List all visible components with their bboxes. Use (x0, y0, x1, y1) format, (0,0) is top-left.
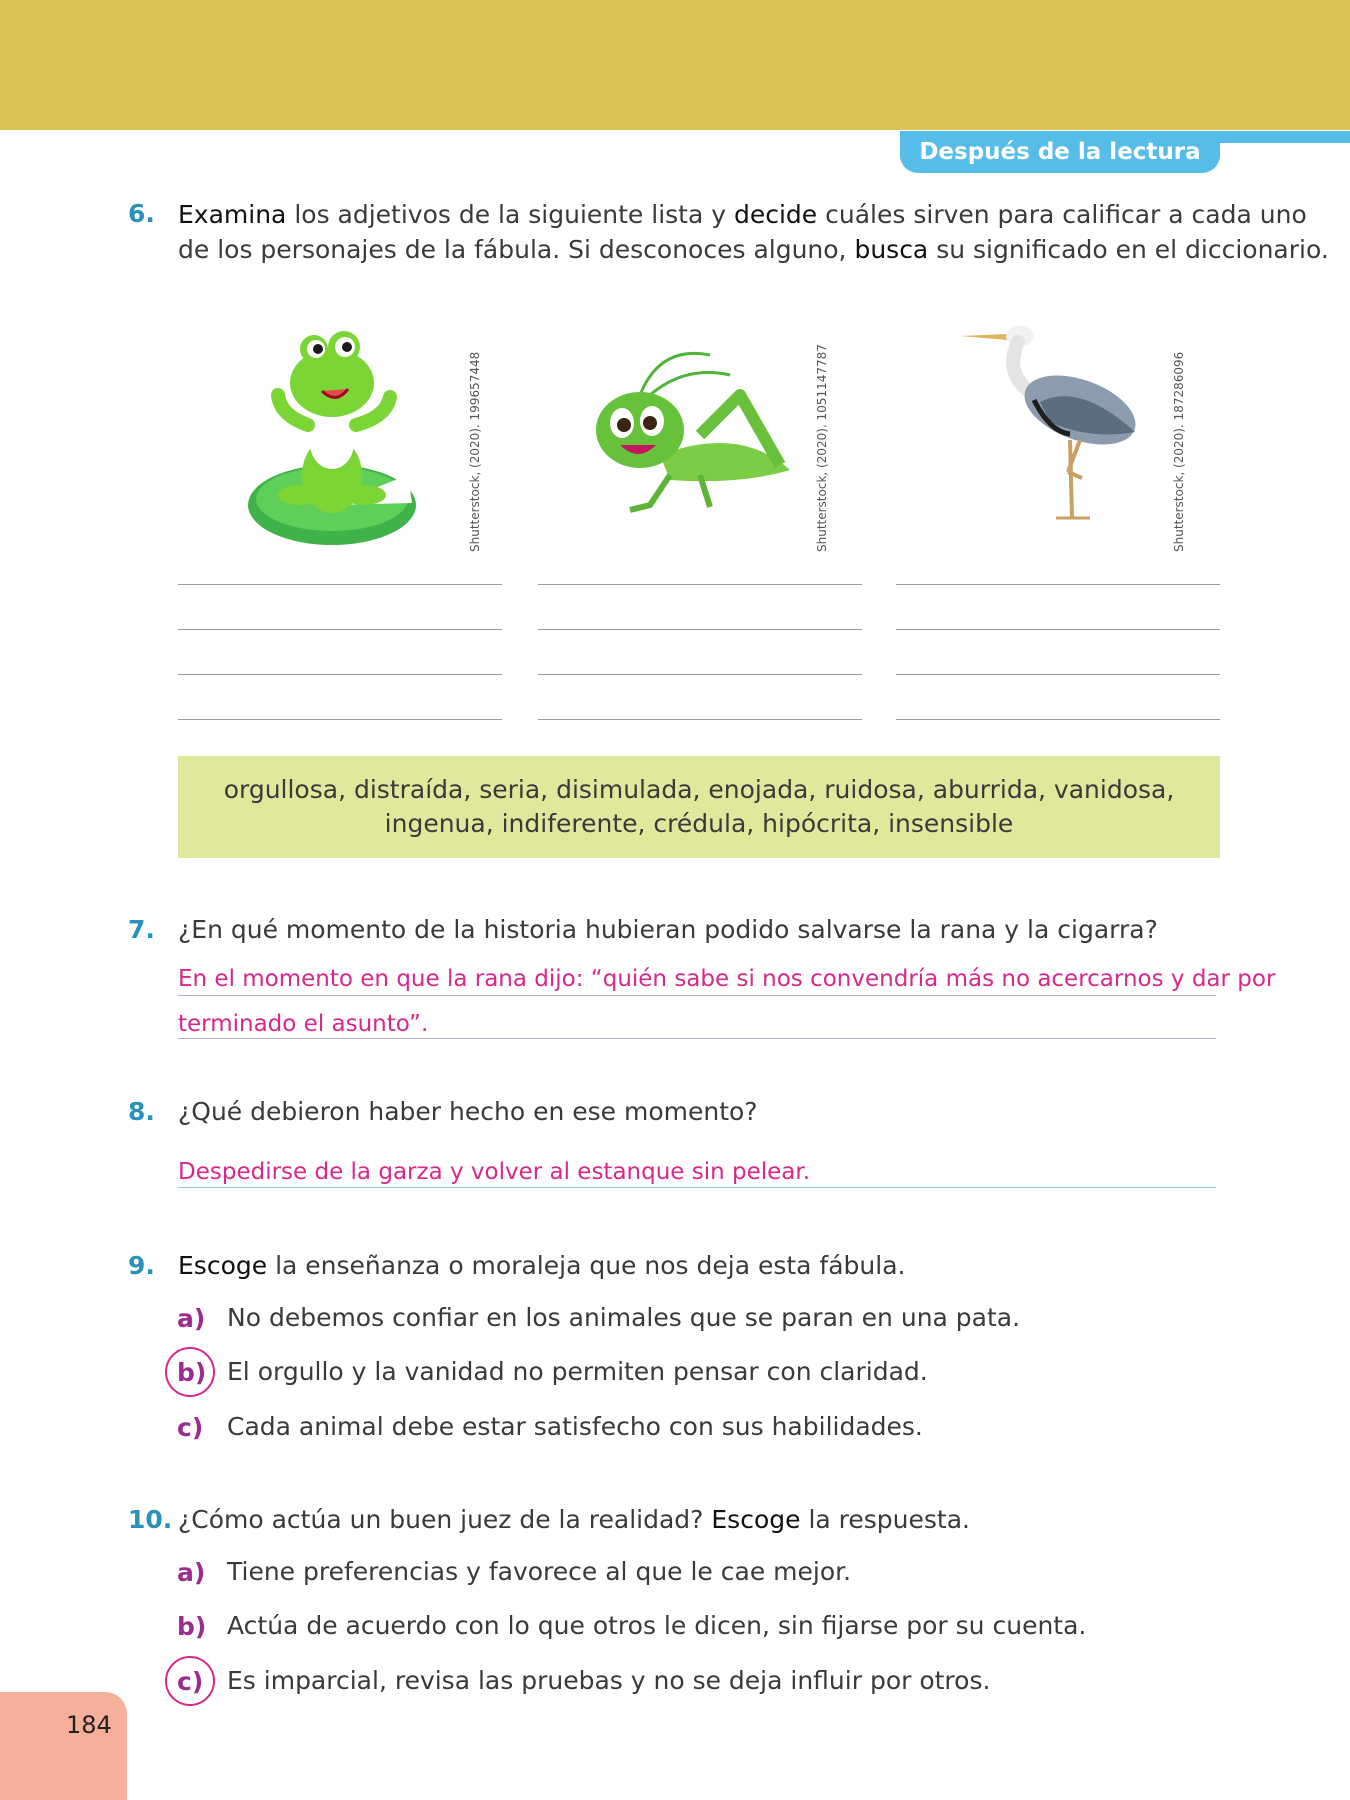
blank-line-heron-3[interactable] (896, 674, 1220, 675)
q10-option-b-text[interactable]: Actúa de acuerdo con lo que otros le dicen, sin fijarse por su cuenta. (227, 1611, 1087, 1640)
question-6-number: 6. (128, 199, 155, 228)
word-list-line-2: ingenua, indiferente, crédula, hipócrita, insensible (384, 809, 1014, 838)
q6-text-part3: de los personajes de la fábula. Si desconoces alguno, (178, 235, 855, 264)
blank-line-grasshopper-1[interactable] (538, 584, 862, 585)
q10-option-c-text[interactable]: Es imparcial, revisa las pruebas y no se deja influir por otros. (227, 1666, 991, 1695)
header-band (0, 0, 1350, 130)
photo-credit-heron: Shutterstock, (2020). 187286096 (1172, 351, 1186, 552)
photo-credit-grasshopper: Shutterstock, (2020). 1051147787 (815, 344, 829, 552)
word-list-line-1: orgullosa, distraída, seria, disimulada, enojada, ruidosa, aburrida, vanidosa, (223, 775, 1175, 804)
keyword-examina: Examina (178, 200, 287, 229)
section-tab-tail (1218, 131, 1350, 143)
question-8-number: 8. (128, 1097, 155, 1126)
q10-option-c-letter[interactable]: c) (177, 1667, 204, 1696)
frog-icon (240, 325, 420, 545)
blank-line-heron-2[interactable] (896, 629, 1220, 630)
blank-line-frog-3[interactable] (178, 674, 502, 675)
q6-text-part4: su significado en el diccionario. (928, 235, 1329, 264)
keyword-escoge-10: Escoge (711, 1505, 801, 1534)
q10-option-b-letter[interactable]: b) (177, 1612, 207, 1641)
answer-7-rule-1 (178, 995, 1216, 996)
heron-icon (960, 322, 1150, 522)
question-8-text: ¿Qué debieron haber hecho en ese momento? (178, 1097, 758, 1126)
question-7-number: 7. (128, 915, 155, 944)
grasshopper-icon (590, 345, 800, 520)
q10-text-part2: la respuesta. (800, 1505, 970, 1534)
page-number: 184 (66, 1711, 112, 1739)
q9-option-c-text[interactable]: Cada animal debe estar satisfecho con sus habilidades. (227, 1412, 923, 1441)
question-9-text (178, 1248, 905, 1283)
keyword-escoge: Escoge (178, 1251, 268, 1280)
q9-option-c-letter[interactable]: c) (177, 1413, 204, 1442)
q9-option-a-letter[interactable]: a) (177, 1304, 206, 1333)
blank-line-frog-1[interactable] (178, 584, 502, 585)
question-9-number: 9. (128, 1251, 155, 1280)
q9-text-rest: la enseñanza o moraleja que nos deja esta fábula. (267, 1251, 906, 1280)
answer-8: Despedirse de la garza y volver al estanque sin pelear. (178, 1159, 811, 1185)
keyword-decide: decide (733, 200, 818, 229)
q6-text-part2: cuáles sirven para calificar a cada uno (817, 200, 1307, 229)
adjective-word-box (178, 756, 1220, 858)
q9-option-a-text[interactable]: No debemos confiar en los animales que se paran en una pata. (227, 1303, 1021, 1332)
blank-line-frog-2[interactable] (178, 629, 502, 630)
q6-text-part1: los adjetivos de la siguiente lista y (286, 200, 734, 229)
blank-line-grasshopper-3[interactable] (538, 674, 862, 675)
blank-line-grasshopper-2[interactable] (538, 629, 862, 630)
question-10-number: 10. (128, 1505, 173, 1534)
blank-line-frog-4[interactable] (178, 719, 502, 720)
photo-credit-frog: Shutterstock, (2020). 199657448 (468, 351, 482, 552)
answer-7-rule-2 (178, 1038, 1216, 1039)
blank-line-grasshopper-4[interactable] (538, 719, 862, 720)
keyword-busca: busca (854, 235, 929, 264)
answer-8-rule (178, 1187, 1216, 1188)
answer-7-line-2: terminado el asunto”. (178, 1011, 429, 1037)
question-6-text (178, 197, 1329, 267)
blank-line-heron-1[interactable] (896, 584, 1220, 585)
page-number-tab (0, 1692, 127, 1800)
q9-option-b-text[interactable]: El orgullo y la vanidad no permiten pensar con claridad. (227, 1357, 928, 1386)
q10-text-part1: ¿Cómo actúa un buen juez de la realidad? (178, 1505, 712, 1534)
q10-option-a-text[interactable]: Tiene preferencias y favorece al que le cae mejor. (227, 1557, 852, 1586)
q9-option-b-letter[interactable]: b) (177, 1358, 207, 1387)
section-tab: Después de la lectura (900, 131, 1220, 173)
answer-7-line-1: En el momento en que la rana dijo: “quién sabe si nos convendría más no acercarnos y dar por (178, 966, 1276, 992)
q10-option-a-letter[interactable]: a) (177, 1558, 206, 1587)
question-7-text: ¿En qué momento de la historia hubieran podido salvarse la rana y la cigarra? (178, 915, 1158, 944)
question-10-text (178, 1502, 970, 1537)
blank-line-heron-4[interactable] (896, 719, 1220, 720)
